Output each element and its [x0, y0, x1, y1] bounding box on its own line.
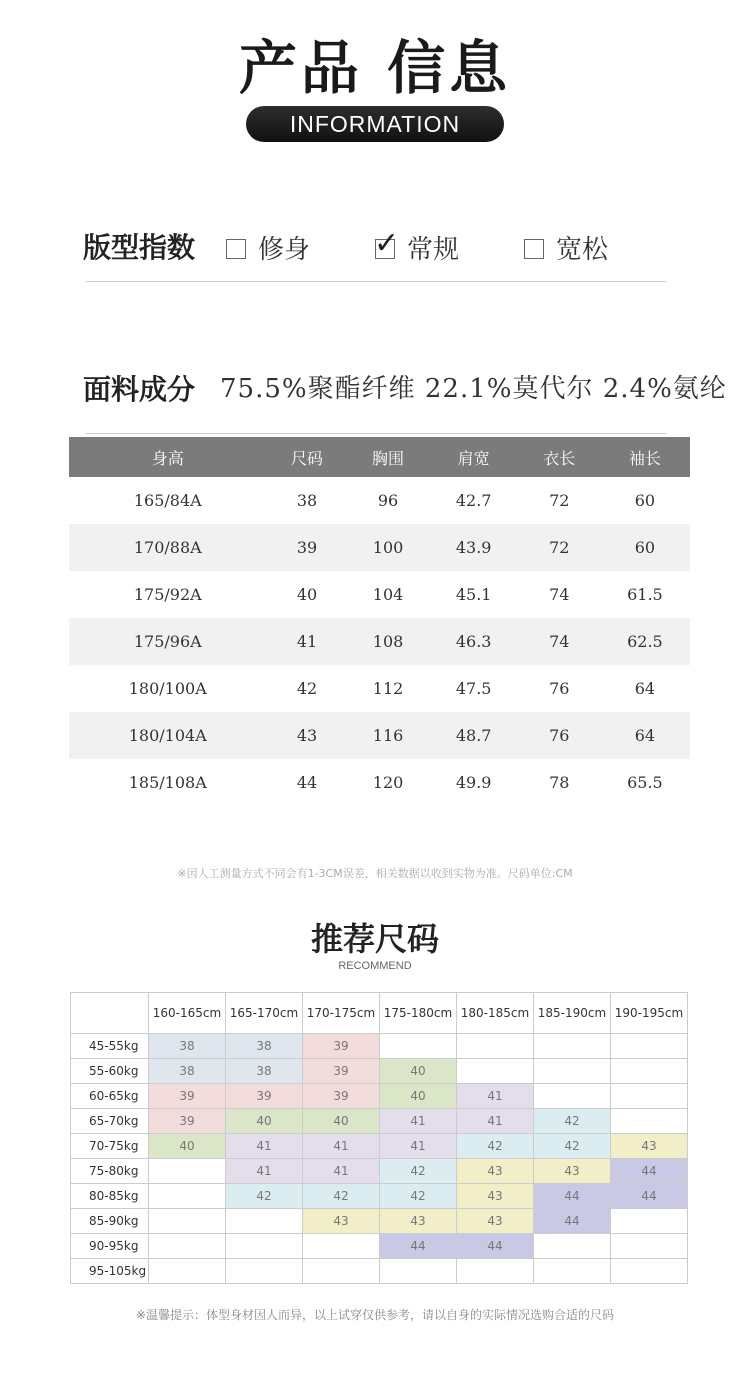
size-cell: 40 — [149, 1134, 226, 1159]
size-cell: 39 — [226, 1084, 303, 1109]
size-cell: 44 — [380, 1234, 457, 1259]
table-row — [69, 477, 690, 524]
table-cell: 61.5 — [627, 585, 663, 604]
table-cell: 74 — [519, 618, 600, 665]
header-shoulder: 肩宽 — [429, 437, 519, 477]
table-cell: 49.9 — [455, 773, 492, 792]
size-cell — [149, 1234, 226, 1259]
size-cell: 38 — [226, 1059, 303, 1084]
height-header: 190-195cm — [611, 993, 688, 1034]
table-row — [69, 712, 690, 759]
fabric-label: 面料成分 — [83, 373, 196, 406]
table-cell: 112 — [372, 679, 404, 698]
divider — [86, 433, 666, 434]
weight-label: 45-55kg — [71, 1034, 149, 1059]
table-cell: 180/100A — [128, 679, 207, 698]
height-header: 175-180cm — [380, 993, 457, 1034]
size-cell: 42 — [380, 1184, 457, 1209]
table-cell: 72 — [519, 524, 600, 571]
size-cell — [303, 1234, 380, 1259]
size-cell: 42 — [534, 1109, 611, 1134]
size-cell — [226, 1259, 303, 1284]
height-header: 180-185cm — [457, 993, 534, 1034]
size-cell: 41 — [457, 1109, 534, 1134]
recommend-subtitle: RECOMMEND — [338, 960, 412, 972]
size-cell — [611, 1109, 688, 1134]
size-cell — [611, 1084, 688, 1109]
table-row — [69, 618, 690, 665]
size-cell: 43 — [457, 1159, 534, 1184]
table-row — [71, 1034, 688, 1059]
size-cell — [534, 1059, 611, 1084]
table-cell: 185/108A — [128, 773, 207, 792]
size-cell: 44 — [534, 1209, 611, 1234]
size-cell: 38 — [226, 1034, 303, 1059]
size-cell: 42 — [303, 1184, 380, 1209]
size-cell — [611, 1234, 688, 1259]
size-cell: 43 — [534, 1159, 611, 1184]
table-row — [71, 1159, 688, 1184]
size-cell — [149, 1209, 226, 1234]
fit-option-label: 宽松 — [556, 235, 609, 265]
weight-label: 95-105kg — [71, 1259, 149, 1284]
size-cell: 41 — [457, 1084, 534, 1109]
size-cell — [457, 1059, 534, 1084]
size-cell — [149, 1184, 226, 1209]
table-cell: 46.3 — [429, 618, 519, 665]
header-sleeve: 袖长 — [600, 437, 690, 477]
header-height: 身高 — [69, 437, 267, 477]
table-row — [69, 571, 690, 618]
height-header: 165-170cm — [226, 993, 303, 1034]
table-cell: 44 — [296, 773, 318, 792]
size-cell: 40 — [380, 1059, 457, 1084]
header-chest: 胸围 — [348, 437, 429, 477]
size-cell: 41 — [380, 1109, 457, 1134]
size-cell — [226, 1234, 303, 1259]
size-cell — [149, 1159, 226, 1184]
table-cell: 39 — [267, 524, 348, 571]
table-cell: 108 — [348, 618, 429, 665]
recommend-table — [70, 992, 688, 1284]
table-cell: 64 — [600, 712, 690, 759]
table-cell: 60 — [634, 491, 656, 510]
size-cell — [534, 1259, 611, 1284]
table-cell: 72 — [549, 491, 570, 510]
size-cell: 41 — [226, 1134, 303, 1159]
table-row — [71, 1209, 688, 1234]
size-cell: 42 — [380, 1159, 457, 1184]
size-cell — [534, 1234, 611, 1259]
table-row — [71, 1059, 688, 1084]
size-cell — [380, 1034, 457, 1059]
size-cell: 43 — [457, 1209, 534, 1234]
size-cell: 43 — [303, 1209, 380, 1234]
fit-option-label: 常规 — [407, 235, 460, 265]
size-cell: 41 — [303, 1159, 380, 1184]
table-cell: 96 — [377, 491, 399, 510]
tip-note: ※温馨提示：体型身材因人而异，以上试穿仅供参考，请以自身的实际情况选购合适的尺码 — [135, 1308, 615, 1322]
recommend-title: 推荐尺码 — [310, 920, 439, 958]
size-table — [69, 437, 690, 806]
recommend-header-row — [71, 993, 688, 1034]
height-header: 160-165cm — [149, 993, 226, 1034]
table-cell: 43 — [267, 712, 348, 759]
check-icon: ✓ — [374, 225, 400, 261]
corner-cell — [71, 993, 149, 1034]
size-cell — [611, 1034, 688, 1059]
table-cell: 65.5 — [627, 773, 663, 792]
size-cell — [149, 1259, 226, 1284]
size-cell: 43 — [380, 1209, 457, 1234]
weight-label: 60-65kg — [71, 1084, 149, 1109]
weight-label: 65-70kg — [71, 1109, 149, 1134]
table-cell: 64 — [634, 679, 656, 698]
table-cell: 74 — [549, 585, 570, 604]
checked-checkbox-icon — [374, 225, 400, 261]
size-cell — [611, 1259, 688, 1284]
height-header: 185-190cm — [534, 993, 611, 1034]
section-subtitle-badge: INFORMATION — [246, 106, 504, 142]
size-cell — [534, 1034, 611, 1059]
fit-option-regular — [374, 225, 460, 266]
table-cell: 116 — [348, 712, 429, 759]
table-cell: 43.9 — [429, 524, 519, 571]
table-row — [71, 1184, 688, 1209]
size-cell — [611, 1209, 688, 1234]
table-cell: 45.1 — [455, 585, 492, 604]
table-cell: 41 — [267, 618, 348, 665]
size-cell — [457, 1034, 534, 1059]
weight-label: 85-90kg — [71, 1209, 149, 1234]
size-cell — [534, 1084, 611, 1109]
fit-option-label: 修身 — [258, 235, 311, 265]
size-cell: 39 — [149, 1084, 226, 1109]
table-cell: 100 — [348, 524, 429, 571]
table-cell: 180/104A — [69, 712, 267, 759]
table-cell: 104 — [372, 585, 404, 604]
size-cell — [303, 1259, 380, 1284]
table-row — [69, 759, 690, 806]
size-cell — [226, 1209, 303, 1234]
table-row — [69, 524, 690, 571]
size-cell: 44 — [611, 1159, 688, 1184]
size-cell: 40 — [380, 1084, 457, 1109]
weight-label: 75-80kg — [71, 1159, 149, 1184]
size-cell: 44 — [534, 1184, 611, 1209]
table-cell: 42 — [296, 679, 318, 698]
table-row — [69, 665, 690, 712]
weight-label: 55-60kg — [71, 1059, 149, 1084]
page-title: 产品 信息 — [238, 34, 512, 102]
size-cell — [611, 1059, 688, 1084]
table-cell: 165/84A — [133, 491, 202, 510]
fit-option-loose — [524, 229, 608, 266]
table-cell: 76 — [549, 679, 570, 698]
table-cell: 47.5 — [455, 679, 492, 698]
table-cell: 170/88A — [69, 524, 267, 571]
table-cell: 175/92A — [133, 585, 202, 604]
size-cell — [380, 1259, 457, 1284]
size-cell: 39 — [303, 1034, 380, 1059]
size-cell: 39 — [149, 1109, 226, 1134]
table-cell: 42.7 — [455, 491, 492, 510]
weight-label: 70-75kg — [71, 1134, 149, 1159]
checkbox-icon — [524, 239, 544, 259]
size-cell: 39 — [303, 1059, 380, 1084]
fit-index-label: 版型指数 — [83, 231, 196, 264]
table-cell: 120 — [372, 773, 404, 792]
size-cell — [457, 1259, 534, 1284]
size-cell: 39 — [303, 1084, 380, 1109]
size-cell: 41 — [303, 1134, 380, 1159]
size-cell: 41 — [380, 1134, 457, 1159]
size-cell: 40 — [303, 1109, 380, 1134]
table-row — [71, 1134, 688, 1159]
size-cell: 43 — [457, 1184, 534, 1209]
size-cell: 38 — [149, 1034, 226, 1059]
size-cell: 44 — [611, 1184, 688, 1209]
size-cell: 38 — [149, 1059, 226, 1084]
table-row — [71, 1259, 688, 1284]
table-cell: 40 — [296, 585, 318, 604]
size-cell: 43 — [611, 1134, 688, 1159]
table-cell: 48.7 — [429, 712, 519, 759]
height-header: 170-175cm — [303, 993, 380, 1034]
table-row — [71, 1234, 688, 1259]
size-table-header-row — [69, 437, 690, 477]
table-cell: 175/96A — [69, 618, 267, 665]
size-cell: 41 — [226, 1159, 303, 1184]
weight-label: 80-85kg — [71, 1184, 149, 1209]
weight-label: 90-95kg — [71, 1234, 149, 1259]
table-cell: 78 — [549, 773, 570, 792]
fabric-composition: 75.5%聚酯纤维 22.1%莫代尔 2.4%氨纶 — [220, 374, 727, 404]
measurement-note: ※因人工测量方式不同会有1-3CM误差，相关数据以收到实物为准。尺码单位:CM — [177, 867, 573, 880]
table-row — [71, 1084, 688, 1109]
header-size: 尺码 — [267, 437, 348, 477]
table-cell: 76 — [519, 712, 600, 759]
table-row — [71, 1109, 688, 1134]
table-cell: 38 — [296, 491, 318, 510]
checkbox-icon — [226, 239, 246, 259]
size-cell: 40 — [226, 1109, 303, 1134]
size-cell: 42 — [457, 1134, 534, 1159]
divider — [86, 281, 666, 282]
fit-option-slim — [226, 229, 310, 266]
size-cell: 44 — [457, 1234, 534, 1259]
size-cell: 42 — [534, 1134, 611, 1159]
size-cell: 42 — [226, 1184, 303, 1209]
table-cell: 62.5 — [600, 618, 690, 665]
header-length: 衣长 — [519, 437, 600, 477]
table-cell: 60 — [600, 524, 690, 571]
